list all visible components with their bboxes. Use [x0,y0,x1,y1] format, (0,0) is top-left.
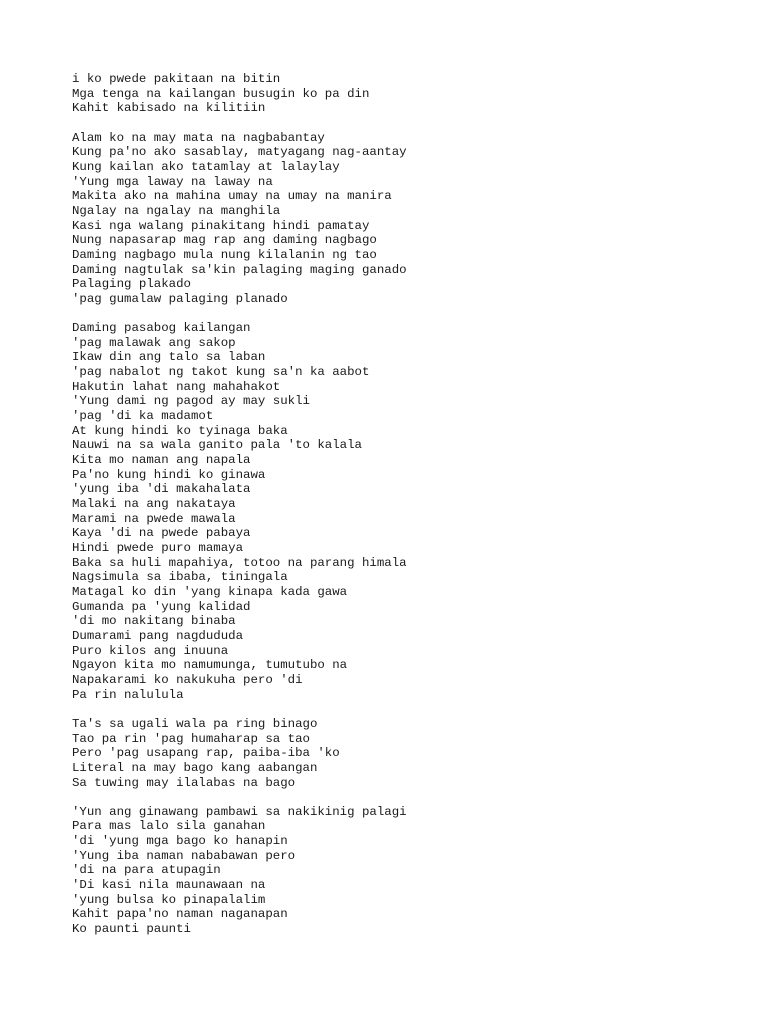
lyric-line: Kita mo naman ang napala [72,453,251,468]
lyric-line: Malaki na ang nakataya [72,497,236,512]
lyric-line: Gumanda pa 'yung kalidad [72,599,251,614]
lyric-line: Makita ako na mahina umay na umay na manira [72,189,392,204]
lyrics-stanza [72,72,752,116]
lyric-line: Nung napasarap mag rap ang daming nagbago [72,233,377,248]
lyric-line: Kaya 'di na pwede pabaya [72,526,251,541]
lyrics-stanza [72,131,752,307]
lyric-line: Napakarami ko nakukuha pero 'di [72,672,303,687]
lyric-line: Daming nagtulak sa'kin palaging maging ganado [72,262,407,277]
lyric-line: Kahit papa'no naman naganapan [72,907,288,922]
lyric-line: 'Yung dami ng pagod ay may sukli [72,394,310,409]
lyric-line: Palaging plakado [72,277,191,292]
lyric-line: Marami na pwede mawala [72,511,236,526]
lyric-line: 'di mo nakitang binaba [72,614,236,629]
lyric-line: Ikaw din ang talo sa laban [72,350,266,365]
lyric-line: Literal na may bago kang aabangan [72,760,318,775]
lyric-line: Kasi nga walang pinakitang hindi pamatay [72,218,370,233]
lyric-line: Ngalay na ngalay na manghila [72,203,281,218]
lyrics-stanza [72,717,752,790]
lyric-line: Pa'no kung hindi ko ginawa [72,467,266,482]
lyric-line: Ko paunti paunti [72,922,191,937]
lyric-line: Daming pasabog kailangan [72,321,251,336]
lyric-line: 'yung bulsa ko pinapalalim [72,892,266,907]
lyrics-page [72,72,752,951]
lyric-line: Mga tenga na kailangan busugin ko pa din [72,86,370,101]
lyric-line: 'Yun ang ginawang pambawi sa nakikinig palagi [72,804,407,819]
lyric-line: 'Yung iba naman nababawan pero [72,848,296,863]
lyric-line: Para mas lalo sila ganahan [72,819,266,834]
lyric-line: 'pag 'di ka madamot [72,409,214,424]
lyric-line: 'pag gumalaw palaging planado [72,291,288,306]
lyric-line: Kung pa'no ako sasablay, matyagang nag-aantay [72,145,407,160]
lyric-line: Baka sa huli mapahiya, totoo na parang himala [72,555,407,570]
lyric-line: Nauwi na sa wala ganito pala 'to kalala [72,438,362,453]
lyric-line: Puro kilos ang inuuna [72,643,229,658]
lyric-line: Pero 'pag usapang rap, paiba-iba 'ko [72,746,340,761]
lyric-line: Dumarami pang nagdududa [72,628,244,643]
lyric-line: 'Di kasi nila maunawaan na [72,878,266,893]
lyric-line: Daming nagbago mula nung kilalanin ng tao [72,247,377,262]
lyrics-stanza [72,805,752,937]
lyric-line: 'Yung mga laway na laway na [72,174,273,189]
lyric-line: Ngayon kita mo namumunga, tumutubo na [72,658,348,673]
lyric-line: 'yung iba 'di makahalata [72,482,251,497]
lyric-line: Matagal ko din 'yang kinapa kada gawa [72,584,348,599]
lyric-line: Tao pa rin 'pag humaharap sa tao [72,731,310,746]
lyric-line: At kung hindi ko tyinaga baka [72,423,288,438]
lyric-line: Alam ko na may mata na nagbabantay [72,130,325,145]
lyric-line: 'di na para atupagin [72,863,221,878]
lyrics-stanza [72,321,752,702]
lyric-line: Kung kailan ako tatamlay at lalaylay [72,159,340,174]
lyric-line: Ta's sa ugali wala pa ring binago [72,716,318,731]
lyric-line: Hindi pwede puro mamaya [72,541,244,555]
lyric-line: i ko pwede pakitaan na bitin [72,72,281,86]
lyric-line: Pa rin nalulula [72,687,184,702]
lyric-line: Nagsimula sa ibaba, tiningala [72,570,288,585]
lyric-line: 'di 'yung mga bago ko hanapin [72,834,288,849]
lyric-line: 'pag nabalot ng takot kung sa'n ka aabot [72,365,370,380]
lyric-line: 'pag malawak ang sakop [72,335,236,350]
lyric-line: Sa tuwing may ilalabas na bago [72,775,296,790]
lyric-line: Kahit kabisado na kilitiin [72,101,266,116]
lyric-line: Hakutin lahat nang mahahakot [72,379,281,394]
